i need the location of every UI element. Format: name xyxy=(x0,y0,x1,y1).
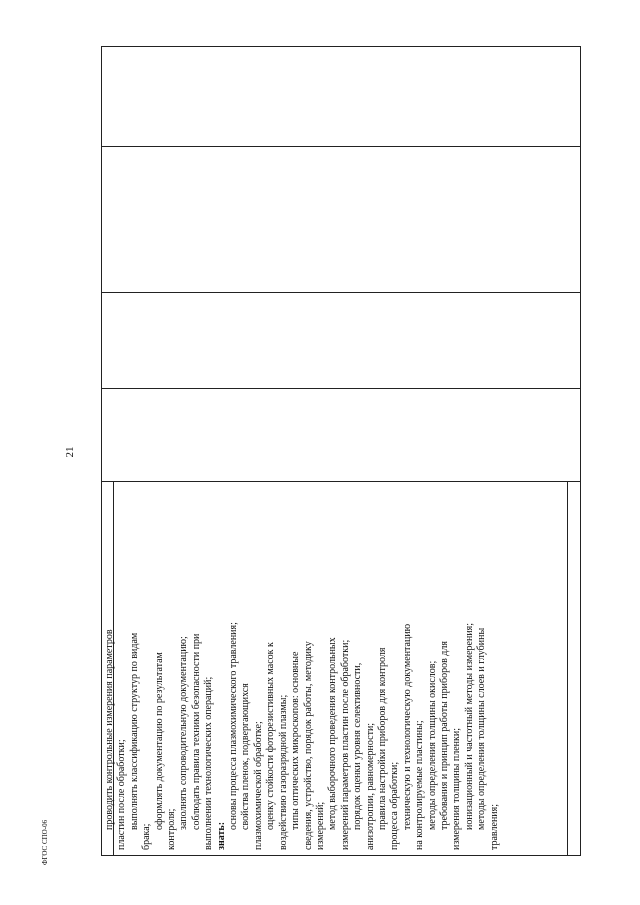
content-line: анизотропии, равномерности; xyxy=(364,722,376,850)
content-line: на контролируемые пластины; xyxy=(414,720,426,850)
content-line: соблюдать правила техники безопасности при xyxy=(190,633,202,830)
content-line: измерения толщины пленки; xyxy=(451,727,463,850)
rotated-content xyxy=(100,482,580,856)
content-line: плазмохимической обработке; xyxy=(252,721,264,850)
content-line: порядок оценки уровня селективности, xyxy=(352,662,364,830)
content-line: ионизационный и частотный методы измерения; xyxy=(463,622,475,830)
content-line: брака; xyxy=(141,823,153,850)
content-line: метод выборочного проведения контрольных xyxy=(327,637,339,830)
page-number: 21 xyxy=(64,446,76,458)
content-text xyxy=(100,482,580,856)
content-line: контроля; xyxy=(166,808,178,850)
content-line: пластин после обработки; xyxy=(116,739,128,850)
content-line: оформлять документацию по результатам xyxy=(153,652,165,830)
content-line: проводить контрольные измерения параметров xyxy=(104,629,115,830)
content-line: методы определения толщины слоев и глубины xyxy=(476,627,488,830)
content-line: правила настройки приборов для контроля xyxy=(376,647,388,830)
content-line: требования и принцип работы приборов для xyxy=(438,641,450,830)
content-line: измерений; xyxy=(314,801,326,850)
content-line: травления; xyxy=(488,803,500,850)
content-line: процесса обработки; xyxy=(389,761,401,850)
content-line: основы процесса плазмохимического травления; xyxy=(228,622,240,830)
document-footer: ФГОС СПО-06 xyxy=(41,819,49,865)
content-line: знать: xyxy=(215,821,227,850)
content-line: техническую и технологическую документацию xyxy=(401,623,413,830)
row-divider xyxy=(101,146,581,147)
content-line: сведения, устройство, порядок работы, методику xyxy=(302,641,314,850)
content-line: выполнять классификацию структур по видам xyxy=(128,632,140,830)
content-line: измерений параметров пластин после обработки; xyxy=(339,639,351,850)
content-line: заполнять сопроводительную документацию; xyxy=(178,636,190,830)
content-line: типы оптических микроскопов: основные xyxy=(290,651,302,830)
content-line: воздействию газоразрядной плазмы; xyxy=(277,694,289,850)
row-divider xyxy=(101,292,581,293)
content-line: выполнении технологических операций; xyxy=(203,676,215,850)
content-line: оценку стойкости фоторезистивных масок к xyxy=(265,642,277,830)
content-line: методы определения толщины окислов; xyxy=(426,660,438,830)
content-line: свойства пленок, подвергающихся xyxy=(240,683,252,830)
row-divider xyxy=(101,388,581,389)
